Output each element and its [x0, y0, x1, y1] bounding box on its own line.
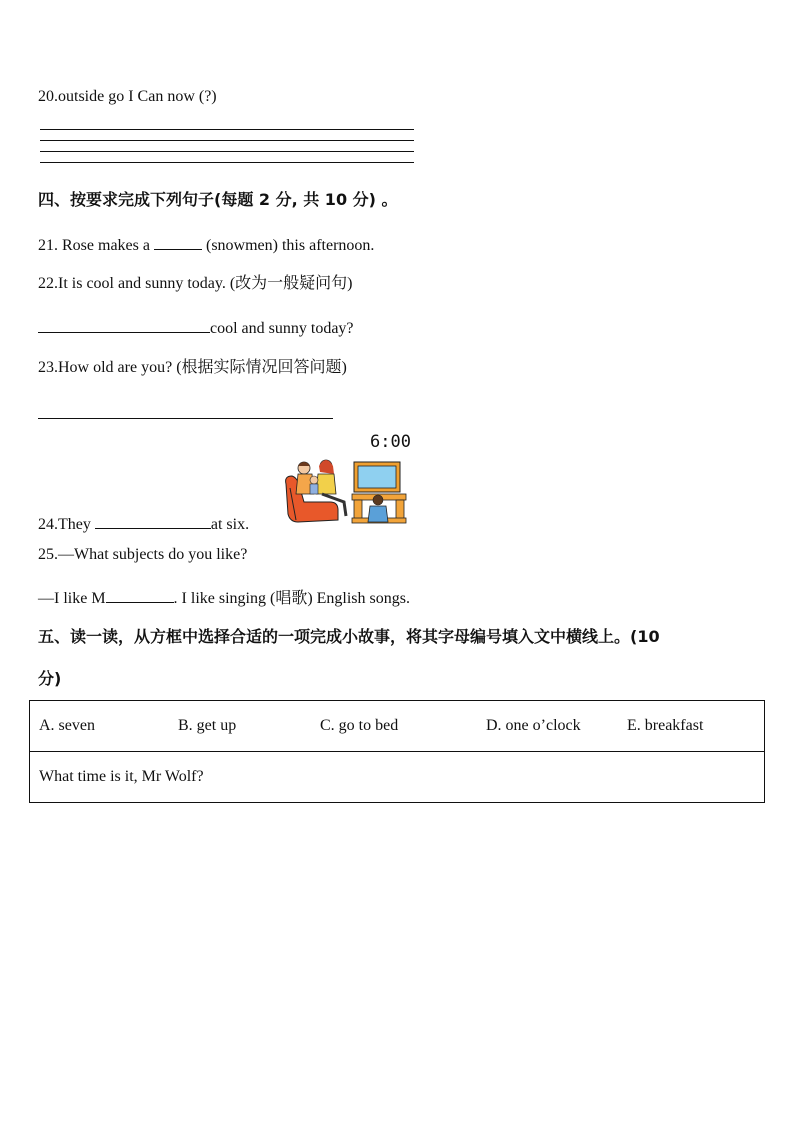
q23-prompt: 23.How old are you? (根据实际情况回答问题)	[38, 359, 347, 376]
q23-answer-line[interactable]	[38, 418, 333, 419]
clock-time: 6:00	[370, 432, 411, 452]
answer-rule-3	[40, 151, 414, 152]
answer-rule-4	[40, 162, 414, 163]
q25-blank[interactable]	[106, 586, 174, 603]
story-row	[30, 752, 765, 803]
q21-blank[interactable]	[154, 233, 202, 250]
answer-rule-1	[40, 129, 414, 130]
option-c: C. go to bed	[320, 717, 399, 734]
q21-prefix: 21. Rose makes a	[38, 237, 150, 254]
option-a: A. seven	[39, 717, 95, 734]
q24-prefix: 24.They	[38, 516, 91, 533]
option-d: D. one o’clock	[486, 717, 581, 734]
q21-line	[38, 233, 374, 256]
section-4-title: 四、按要求完成下列句子(每题 2 分, 共 10 分) 。	[38, 190, 398, 209]
q24-suffix: at six.	[210, 516, 250, 533]
option-b: B. get up	[178, 717, 237, 734]
option-e: E. breakfast	[627, 717, 704, 734]
q22-prompt: 22.It is cool and sunny today. (改为一般疑问句)	[38, 275, 353, 292]
family-watching-tv-illustration	[282, 458, 408, 526]
q25-question: 25.—What subjects do you like?	[38, 546, 248, 563]
q22-blank[interactable]	[38, 316, 210, 333]
story-first-line: What time is it, Mr Wolf?	[39, 768, 204, 785]
q25-answer-suffix: . I like singing (唱歌) English songs.	[173, 590, 410, 607]
q25-answer-line	[38, 586, 410, 609]
q21-suffix: (snowmen) this afternoon.	[205, 237, 375, 254]
section-5-title-line-1: 五、读一读，从方框中选择合适的一项完成小故事，将其字母编号填入文中横线上。(10	[38, 627, 660, 646]
options-row	[30, 701, 765, 752]
answer-rule-2	[40, 140, 414, 141]
q25-answer-prefix: —I like M	[38, 590, 106, 607]
q20-prompt: 20.outside go I Can now (?)	[38, 88, 217, 105]
q24-blank[interactable]	[95, 512, 211, 529]
q24-line	[38, 512, 249, 535]
q22-answer-suffix: cool and sunny today?	[210, 320, 354, 337]
q22-answer-line	[38, 316, 354, 339]
section-5-title-line-2: 分)	[38, 669, 62, 688]
options-box	[29, 700, 765, 803]
